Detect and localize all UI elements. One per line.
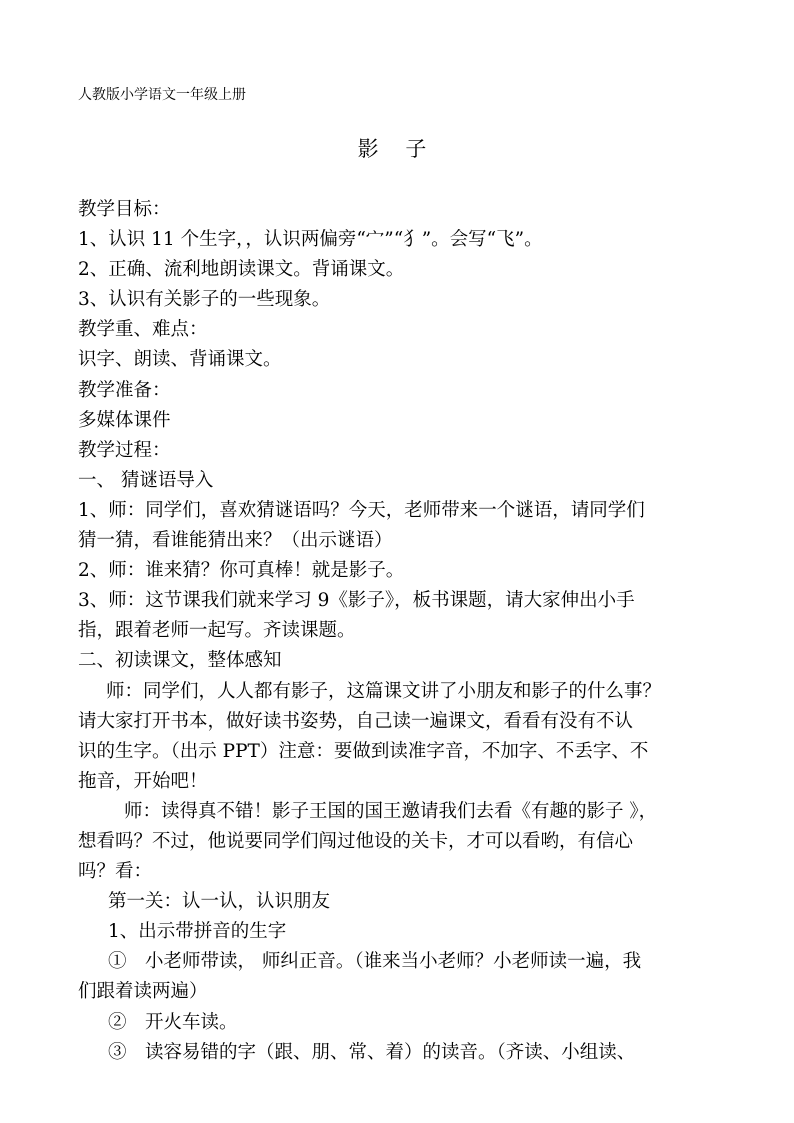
text-line: 3、师：这节课我们就来学习 9《影子》，板书课题，请大家伸出小手: [78, 590, 635, 612]
text-line: 师：读得真不错！影子王国的国王邀请我们去看《有趣的影子 》，: [124, 800, 658, 822]
text-line: 2、正确、流利地朗读课文。背诵课文。: [78, 259, 405, 281]
text-line: 们跟着读两遍）: [78, 981, 208, 1003]
text-line: 猜一猜，看谁能猜出来？（出示谜语）: [78, 530, 393, 552]
text-line: 师：同学们，人人都有影子，这篇课文讲了小朋友和影子的什么事？: [106, 680, 662, 702]
text-line: 指，跟着老师一起写。齐读课题。: [78, 620, 356, 642]
section-heading: 一、 猜谜语导入: [78, 469, 214, 491]
section-heading: 教学目标：: [78, 199, 171, 220]
text-line: 第一关：认一认，认识朋友: [108, 891, 331, 913]
text-line: 1、出示带拼音的生字: [108, 921, 287, 943]
document-header: 人教版小学语文一年级上册: [78, 87, 246, 103]
text-line: 请大家打开书本，做好读书姿势，自己读一遍课文，看看有没有不认: [78, 710, 634, 732]
section-heading: 教学准备：: [78, 379, 171, 401]
text-line: 1、认识 11 个生字，，认识两偏旁“宀”“犭”。会写“飞”。: [78, 229, 543, 251]
text-line: 识字、朗读、背诵课文。: [78, 349, 282, 371]
text-line: 吗？看：: [78, 861, 153, 883]
section-heading: 教学过程：: [78, 439, 171, 461]
text-line: 想看吗？不过，他说要同学们闯过他设的关卡，才可以看哟，有信心: [78, 830, 634, 852]
text-line: 3、认识有关影子的一些现象。: [78, 289, 331, 311]
section-heading: 二、初读课文，整体感知: [78, 650, 282, 672]
text-line: ③ 读容易错的字（跟、朋、常、着）的读音。（齐读、小组读、: [108, 1041, 636, 1063]
section-heading: 教学重、难点：: [78, 319, 208, 341]
lesson-body: [78, 195, 728, 1068]
lesson-title: 影 子: [357, 137, 437, 161]
text-line: 多媒体课件: [78, 409, 171, 431]
text-line: 识的生字。（出示 PPT）注意：要做到读准字音，不加字、不丢字、不: [78, 740, 649, 762]
text-line: 2、师：谁来猜？你可真棒！就是影子。: [78, 560, 405, 582]
text-line: 1、师：同学们，喜欢猜谜语吗？今天，老师带来一个谜语，请同学们: [78, 499, 645, 521]
text-line: 拖音，开始吧！: [78, 770, 208, 792]
text-line: ② 开火车读。: [108, 1011, 238, 1033]
text-line: ① 小老师带读， 师纠正音。（谁来当小老师？小老师读一遍，我: [108, 951, 642, 973]
